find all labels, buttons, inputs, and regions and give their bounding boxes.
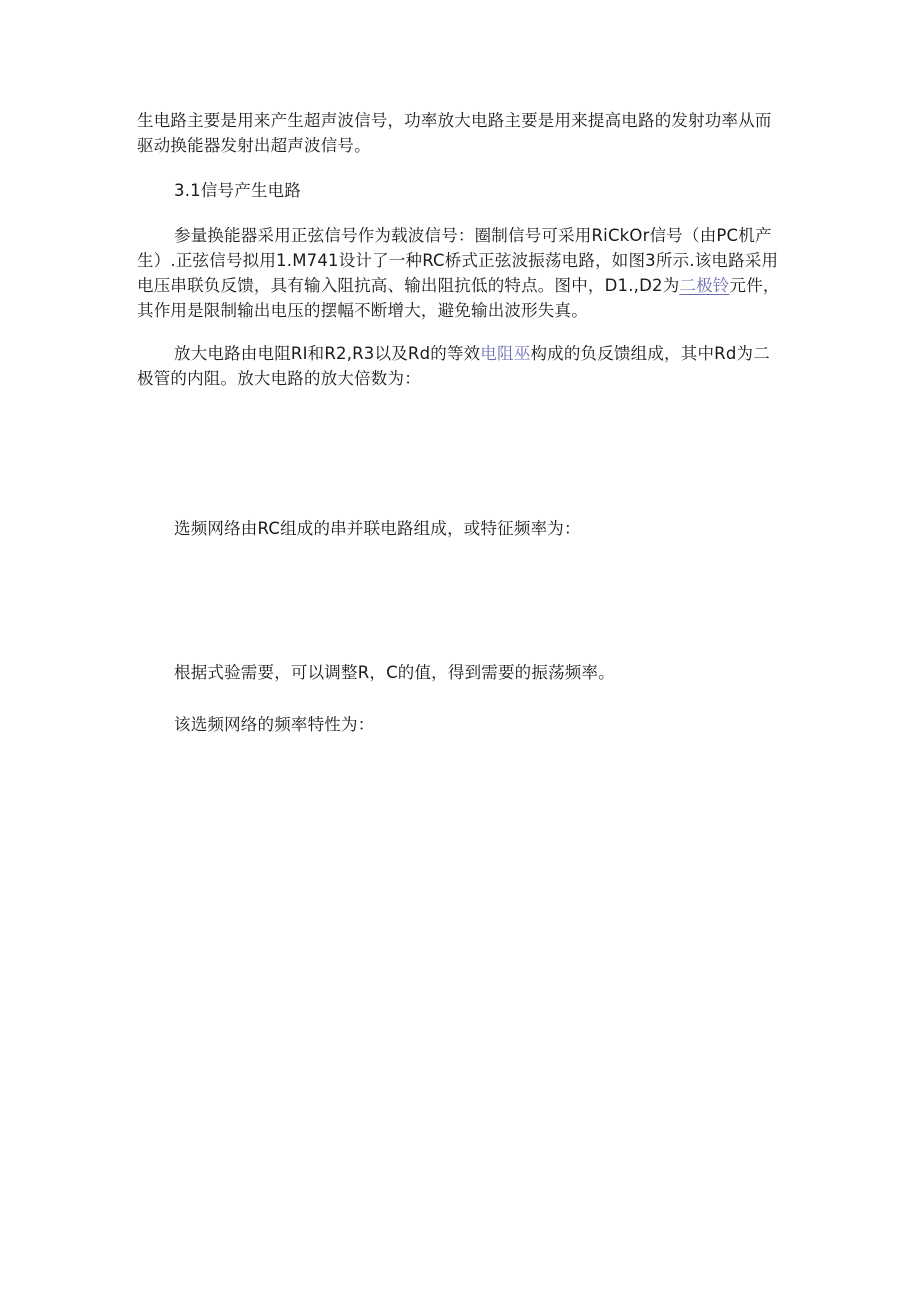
section-heading (137, 178, 785, 203)
formula-area-gain (137, 400, 785, 510)
paragraph-signal-text-after: 元件，其作用是限制输出电压的摆幅不断增大，避免输出波形失真。 (137, 276, 780, 320)
paragraph-signal-text-before: 参量换能器采用正弦信号作为载波信号：圈制信号可采用RiCkOr信号（由PC机产生）.正弦信号拟用1.M741设计了一种RC桥式正弦波振荡电路，如图3所示.该电路采用电压串联负反馈，具有输入阻抗高、输出阻抗低的特点。图中，D1.,D2为 (137, 226, 779, 295)
paragraph-adjustment (137, 660, 785, 685)
paragraph-frequency-characteristic-text: 该选频网络的频率特性为： (174, 715, 375, 734)
formula-area-frequency (137, 550, 785, 655)
paragraph-signal-generator (137, 223, 785, 323)
paragraph-intro-text: 生电路主要是用来产生超声波信号，功率放大电路主要是用来提高电路的发射功率从而驱动换能器发射出超声波信号。 (137, 111, 772, 155)
section-heading-text: 3.1信号产生电路 (174, 181, 302, 200)
resistor-link[interactable]: 电阻巫 (480, 344, 531, 363)
paragraph-frequency-network-text: 选频网络由RC组成的串并联电路组成，或特征频率为： (174, 519, 581, 538)
paragraph-intro (137, 108, 785, 158)
paragraph-adjustment-text: 根据式验需要，可以调整R，C的值，得到需要的振荡频率。 (174, 663, 615, 682)
paragraph-frequency-network (137, 516, 785, 541)
paragraph-amplifier (137, 341, 785, 391)
paragraph-frequency-characteristic (137, 712, 785, 737)
paragraph-amplifier-text-after: 构成的负反馈组成，其中Rd为二极管的内阻。放大电路的放大倍数为： (137, 344, 770, 388)
diode-link[interactable]: 二极铃 (679, 276, 730, 295)
paragraph-amplifier-text-before: 放大电路由电阻RI和R2,R3以及Rd的等效 (174, 344, 481, 363)
